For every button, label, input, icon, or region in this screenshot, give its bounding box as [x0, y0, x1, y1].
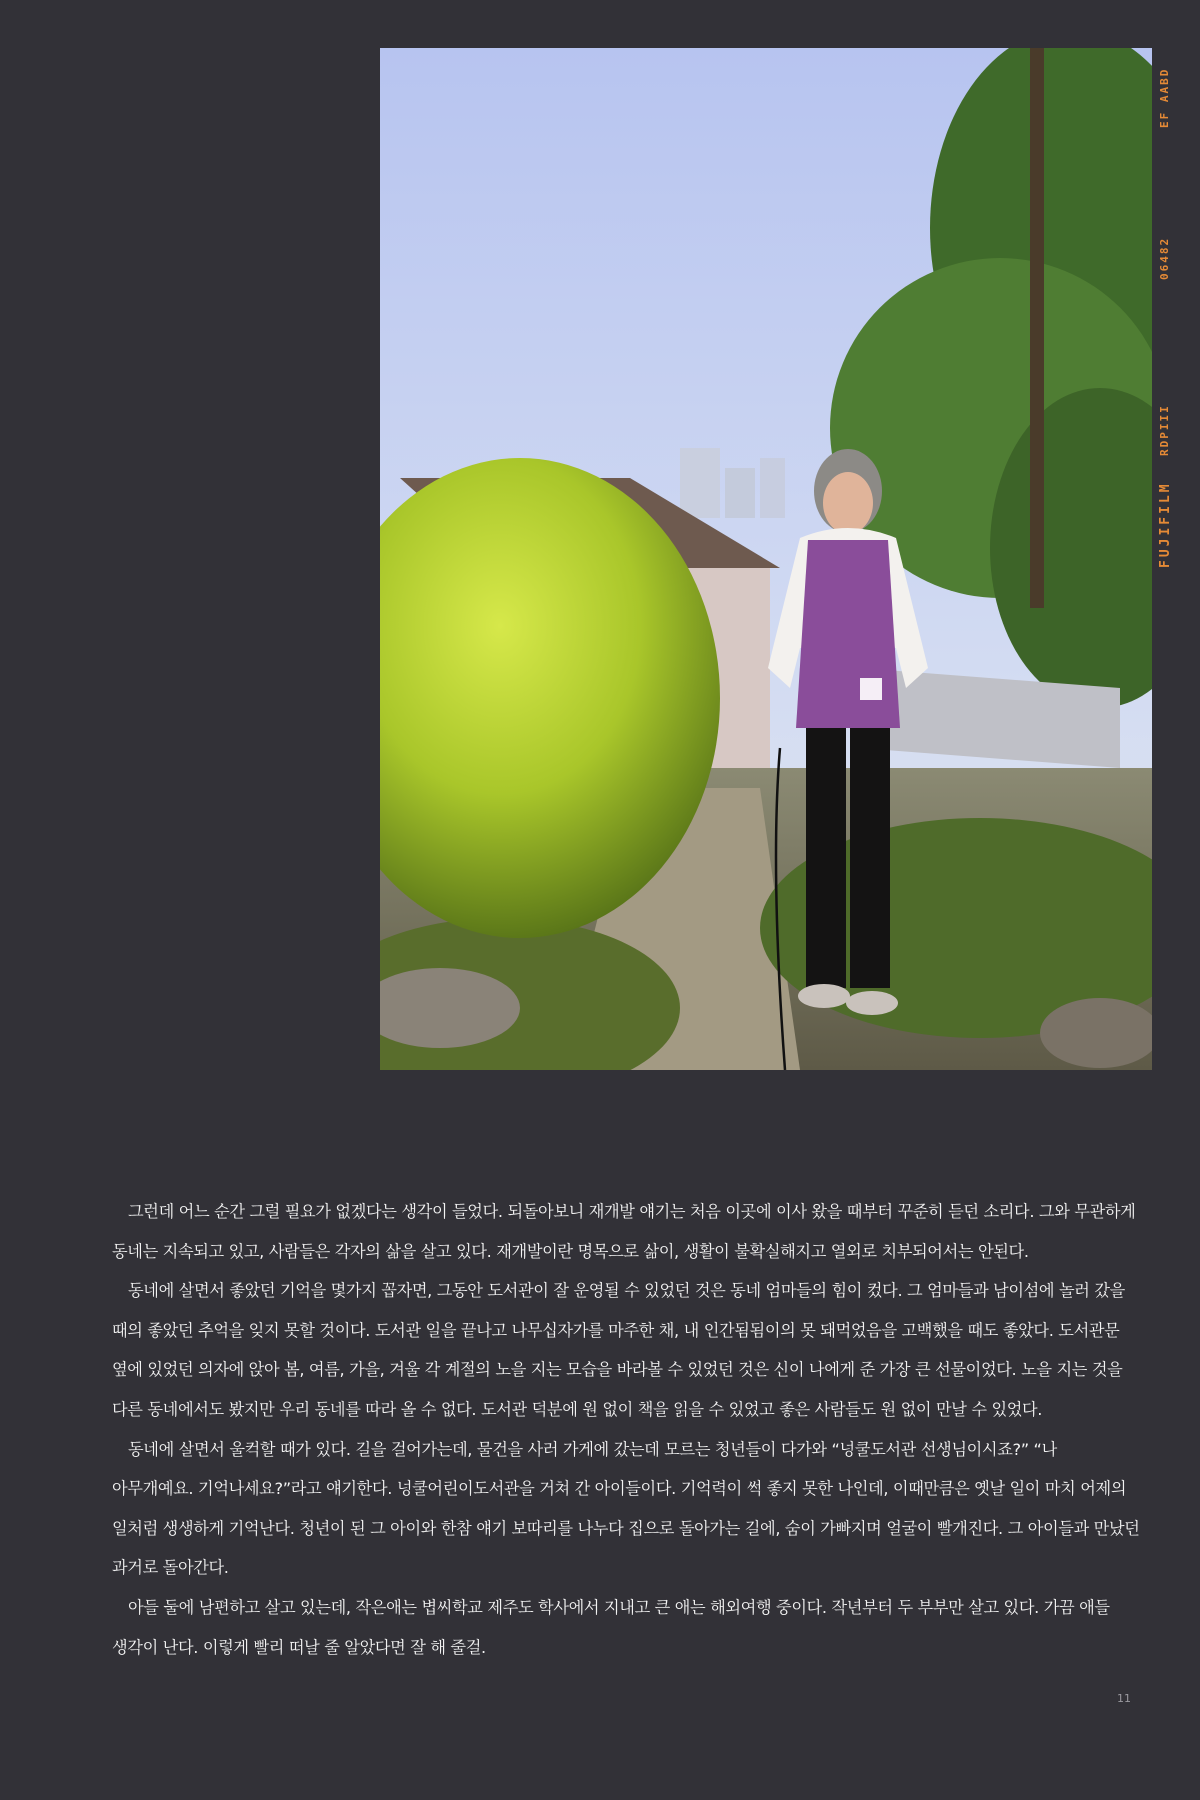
page-number: 11 [1117, 1692, 1131, 1705]
film-code-b: 06482 [1158, 236, 1171, 280]
film-brand: FUJIFILM [1158, 481, 1173, 568]
paragraph: 동네에 살면서 울컥할 때가 있다. 길을 걸어가는데, 물건을 사러 가게에 갔는데 모르는 청년들이 다가와 “넝쿨도서관 선생님이시죠?” “나 아무개예요. 기억나세요?”라고 얘기한다. 넝쿨어린이도서관을 거쳐 간 아이들이다. 기억력이 썩 좋지 못한 나인데, 이때만큼은 옛날 일이 마치 어제의 일처럼 생생하게 기억난다. 청년이 된 그 아이와 한참 얘기 보따리를 나누다 집으로 돌아가는 길에, 숨이 가빠지며 얼굴이 빨개진다. 그 아이들과 만났던 과거로 돌아간다. [112, 1439, 1140, 1578]
paragraph: 동네에 살면서 좋았던 기억을 몇가지 꼽자면, 그동안 도서관이 잘 운영될 수 있었던 것은 동네 엄마들의 힘이 컸다. 그 엄마들과 남이섬에 놀러 갔을 때의 좋았던 추억을 잊지 못할 것이다. 도서관 일을 끝나고 나무십자가를 마주한 채, 내 인간됨됨이의 못 돼먹었음을 고백했을 때도 좋았다. 도서관문 옆에 있었던 의자에 앉아 봄, 여름, 가을, 겨울 각 계절의 노을 지는 모습을 바라볼 수 있었던 것은 신이 나에게 준 가장 큰 선물이었다. 노을 지는 것을 다른 동네에서도 봤지만 우리 동네를 따라 올 수 없다. 도서관 덕분에 원 없이 책을 읽을 수 있었고 좋은 사람들도 원 없이 만날 수 있었다. [112, 1281, 1125, 1419]
film-edge-markings [1158, 48, 1180, 568]
film-code-c: RDPIII [1158, 404, 1171, 456]
photo-illustration [380, 48, 1152, 1070]
portrait-photo [380, 48, 1152, 1070]
paragraph: 그런데 어느 순간 그럴 필요가 없겠다는 생각이 들었다. 되돌아보니 재개발 얘기는 처음 이곳에 이사 왔을 때부터 꾸준히 듣던 소리다. 그와 무관하게 동네는 지속되고 있고, 사람들은 각자의 삶을 살고 있다. 재개발이란 명목으로 삶이, 생활이 불확실해지고 열외로 치부되어서는 안된다. [112, 1202, 1136, 1261]
paragraph: 아들 둘에 남편하고 살고 있는데, 작은애는 볍씨학교 제주도 학사에서 지내고 큰 애는 해외여행 중이다. 작년부터 두 부부만 살고 있다. 가끔 애들 생각이 난다. 이렇게 빨리 떠날 줄 알았다면 잘 해 줄걸. [112, 1597, 1110, 1657]
film-code-a: EF AABD [1158, 67, 1171, 128]
article-body [112, 1192, 1142, 1667]
